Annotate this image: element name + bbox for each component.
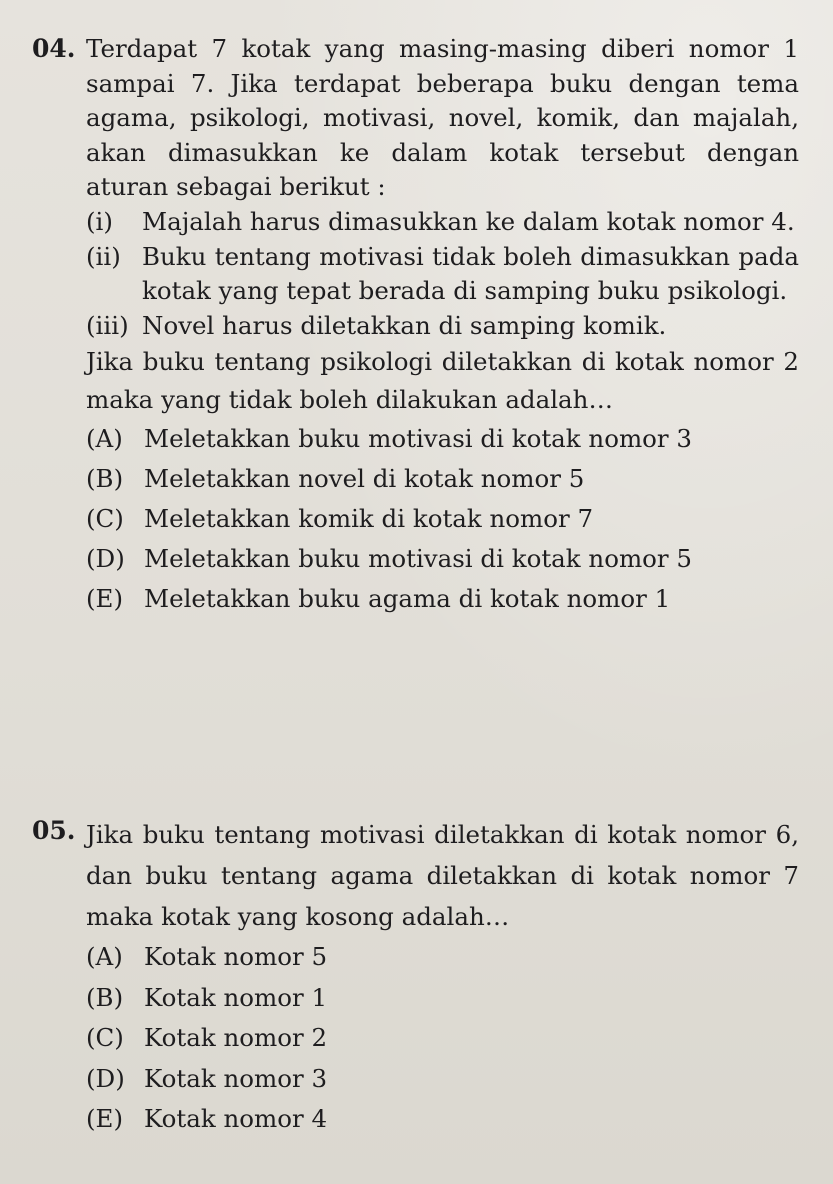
question-number: 04.: [32, 34, 76, 63]
option-text: Kotak nomor 4: [144, 1104, 328, 1133]
option-text: Kotak nomor 3: [144, 1063, 328, 1093]
option-label: (B): [86, 982, 124, 1012]
option-label: (D): [86, 1063, 125, 1093]
answer-option-a[interactable]: [86, 937, 799, 978]
rule-item: [86, 309, 799, 344]
rule-label: (i): [86, 206, 113, 236]
option-label: (A): [86, 424, 123, 454]
rule-text: Majalah harus dimasukkan ke dalam kotak nomor 4.: [142, 206, 795, 236]
rule-item: [86, 205, 799, 240]
option-text: Meletakkan buku motivasi di kotak nomor 3: [144, 424, 693, 454]
answer-options: [86, 937, 799, 1140]
rule-text: Novel harus diletakkan di samping komik.: [142, 310, 667, 340]
option-text: Meletakkan buku agama di kotak nomor 1: [144, 584, 671, 614]
option-text: Kotak nomor 2: [144, 1023, 328, 1052]
rule-item: [86, 240, 799, 309]
option-label: (C): [86, 1023, 124, 1052]
rule-label: (iii): [86, 310, 129, 340]
rule-text: Buku tentang motivasi tidak boleh dimasukkan pada kotak yang tepat berada di samping buku psikologi.: [142, 241, 799, 306]
answer-options: [86, 419, 799, 619]
option-text: Meletakkan komik di kotak nomor 7: [144, 504, 594, 534]
option-text: Meletakkan buku motivasi di kotak nomor 5: [144, 544, 693, 574]
option-text: Kotak nomor 5: [144, 942, 328, 971]
option-label: (D): [86, 544, 125, 574]
question-body: [86, 32, 799, 619]
answer-option-d[interactable]: [86, 1059, 799, 1100]
option-label: (C): [86, 504, 124, 534]
answer-option-a[interactable]: [86, 419, 799, 459]
answer-option-b[interactable]: [86, 459, 799, 499]
option-text: Kotak nomor 1: [144, 982, 328, 1012]
question-stem: Terdapat 7 kotak yang masing-masing diberi nomor 1 sampai 7. Jika terdapat beberapa buku dengan tema agama, psikologi, motivasi, novel, komik, dan majalah, akan dimasukkan ke dalam kotak tersebut dengan aturan sebagai berikut :: [86, 34, 799, 202]
question-number: 05.: [32, 816, 76, 845]
answer-option-c[interactable]: [86, 499, 799, 539]
option-label: (A): [86, 942, 123, 971]
answer-option-d[interactable]: [86, 539, 799, 579]
option-text: Meletakkan novel di kotak nomor 5: [144, 464, 585, 494]
question-stem: Jika buku tentang motivasi diletakkan di kotak nomor 6, dan buku tentang agama diletakkan di kotak nomor 7 maka kotak yang kosong adalah…: [86, 820, 799, 931]
option-label: (E): [86, 584, 124, 614]
question-body: [86, 814, 799, 1140]
answer-option-b[interactable]: [86, 978, 799, 1019]
question-prompt: Jika buku tentang psikologi diletakkan di kotak nomor 2 maka yang tidak boleh dilakukan adalah…: [86, 347, 799, 415]
rule-label: (ii): [86, 241, 121, 271]
answer-option-c[interactable]: [86, 1018, 799, 1059]
option-label: (B): [86, 464, 124, 494]
answer-option-e[interactable]: [86, 579, 799, 619]
option-label: (E): [86, 1104, 124, 1133]
answer-option-e[interactable]: [86, 1099, 799, 1140]
